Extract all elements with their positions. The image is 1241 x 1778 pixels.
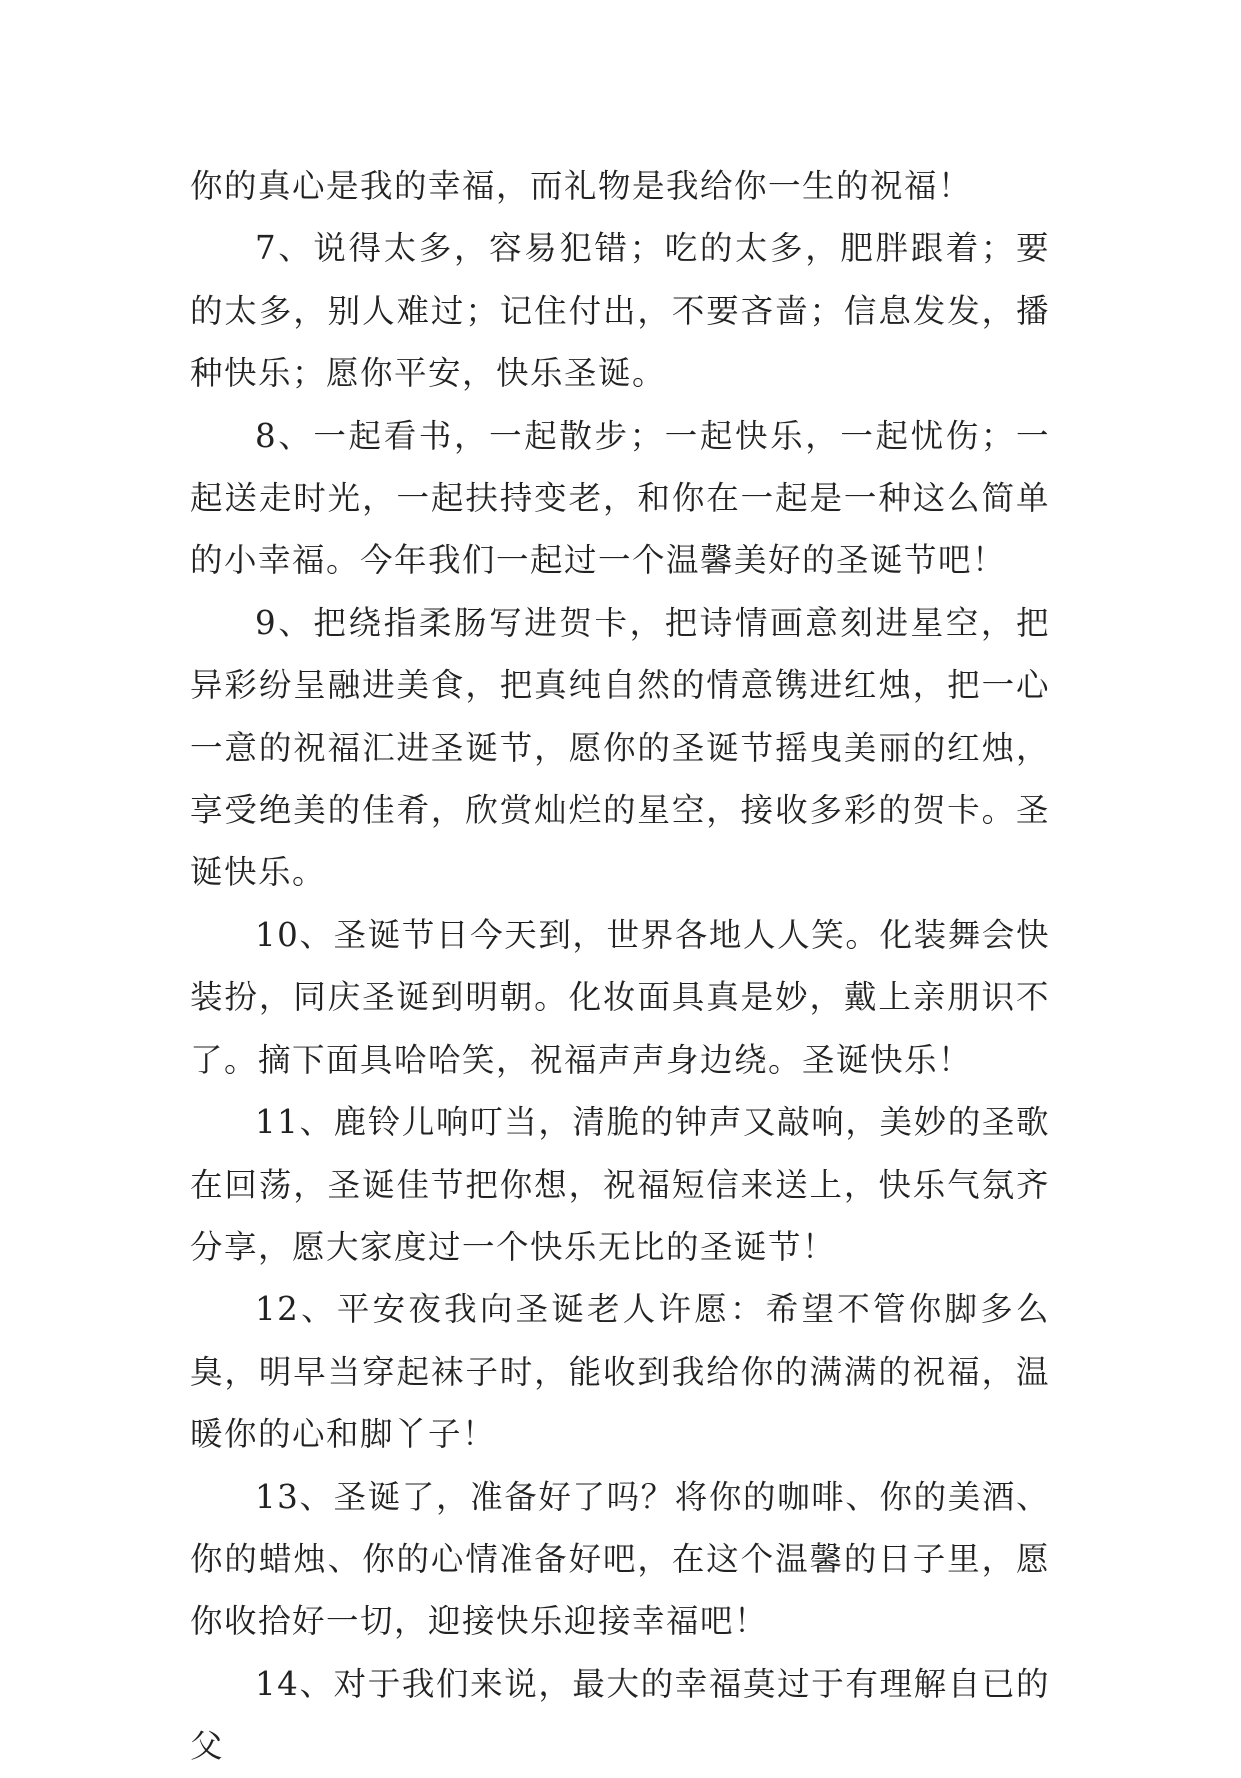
- paragraph: 9、把绕指柔肠写进贺卡，把诗情画意刻进星空，把异彩纷呈融进美食，把真纯自然的情意镌进红烛，把一心一意的祝福汇进圣诞节，愿你的圣诞节摇曳美丽的红烛，享受绝美的佳肴，欣赏灿烂的星空，接收多彩的贺卡。圣诞快乐。: [190, 603, 1050, 892]
- paragraph: 11、鹿铃儿响叮当，清脆的钟声又敲响，美妙的圣歌在回荡，圣诞佳节把你想，祝福短信来送上，快乐气氛齐分享，愿大家度过一个快乐无比的圣诞节！: [190, 1103, 1050, 1266]
- paragraph: 13、圣诞了，准备好了吗？将你的咖啡、你的美酒、你的蜡烛、你的心情准备好吧，在这个温馨的日子里，愿你收拾好一切，迎接快乐迎接幸福吧！: [190, 1477, 1050, 1641]
- paragraph: 8、一起看书，一起散步；一起快乐，一起忧伤；一起送走时光，一起扶持变老，和你在一起是一种这么简单的小幸福。今年我们一起过一个温馨美好的圣诞节吧！: [190, 416, 1050, 580]
- paragraph: 12、平安夜我向圣诞老人许愿：希望不管你脚多么臭，明早当穿起袜子时，能收到我给你的满满的祝福，温暖你的心和脚丫子！: [190, 1290, 1050, 1454]
- paragraph: 10、圣诞节日今天到，世界各地人人笑。化装舞会快装扮，同庆圣诞到明朝。化妆面具真是妙，戴上亲朋识不了。摘下面具哈哈笑，祝福声声身边绕。圣诞快乐！: [190, 915, 1050, 1079]
- paragraph: 14、对于我们来说，最大的幸福莫过于有理解自已的父: [190, 1664, 1050, 1766]
- paragraph: 7、说得太多，容易犯错；吃的太多，肥胖跟着；要的太多，别人难过；记住付出，不要吝啬；信息发发，播种快乐；愿你平安，快乐圣诞。: [190, 229, 1050, 393]
- paragraph: 你的真心是我的幸福，而礼物是我给你一生的祝福！: [190, 167, 973, 205]
- document-body: [190, 155, 1050, 1778]
